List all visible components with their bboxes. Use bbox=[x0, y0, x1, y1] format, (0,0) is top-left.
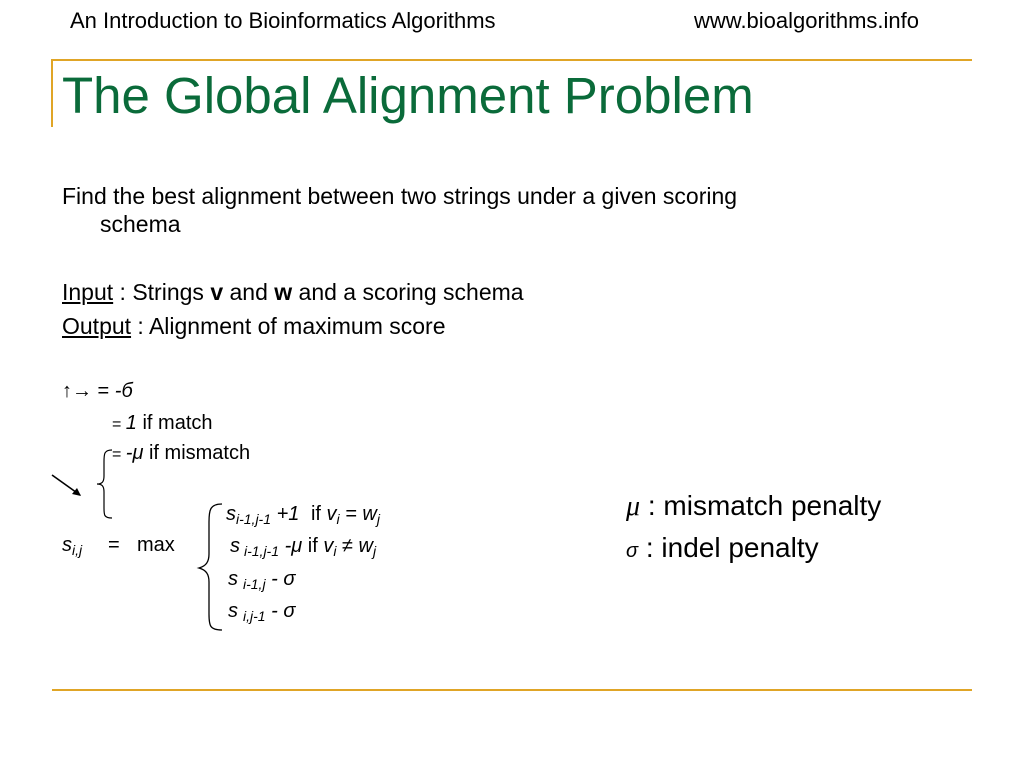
row-subscript: i-1,j-1 bbox=[244, 543, 280, 559]
recurrence-row-deletion bbox=[228, 568, 295, 592]
row-s: s bbox=[228, 568, 238, 590]
diagonal-arrow-icon bbox=[50, 472, 86, 500]
score-symbol: s bbox=[62, 534, 72, 556]
indel-score-line bbox=[62, 380, 133, 403]
slide-title: The Global Alignment Problem bbox=[62, 67, 754, 124]
top-rule bbox=[52, 59, 972, 61]
legend-sigma bbox=[626, 532, 819, 564]
row-w-index: j bbox=[373, 543, 377, 559]
row-v-index: i bbox=[336, 511, 340, 527]
equals-sign: = bbox=[112, 446, 126, 463]
mismatch-text: if mismatch bbox=[143, 442, 251, 464]
mu-symbol: μ bbox=[626, 491, 641, 522]
row-relation: ≠ bbox=[336, 535, 359, 557]
row-operation: - σ bbox=[265, 568, 296, 590]
string-w: w bbox=[274, 279, 293, 305]
input-and: and bbox=[223, 279, 275, 305]
output-line bbox=[62, 313, 446, 340]
row-if: if bbox=[307, 535, 318, 557]
row-s: s bbox=[226, 503, 236, 525]
small-brace bbox=[94, 448, 116, 520]
row-subscript: i-1,j bbox=[243, 576, 266, 592]
row-operation: +1 bbox=[271, 503, 300, 525]
description-line-1: Find the best alignment between two strings under a given scoring bbox=[62, 183, 738, 209]
row-w: w bbox=[358, 535, 373, 557]
match-score: 1 bbox=[125, 412, 137, 434]
string-v: v bbox=[210, 279, 224, 305]
output-text: : Alignment of maximum score bbox=[131, 313, 446, 339]
mismatch-score-line bbox=[112, 442, 250, 465]
row-v-index: i bbox=[333, 543, 337, 559]
row-s: s bbox=[228, 600, 238, 622]
recurrence-row-insertion bbox=[228, 600, 295, 624]
row-subscript: i,j-1 bbox=[243, 608, 266, 624]
sigma-symbol: σ bbox=[626, 540, 639, 562]
row-if: if bbox=[310, 503, 321, 525]
row-w: w bbox=[362, 503, 377, 525]
match-text: if match bbox=[136, 412, 213, 434]
row-v: v bbox=[326, 503, 337, 525]
max-operator: max bbox=[137, 534, 175, 556]
sigma-description: : indel penalty bbox=[638, 532, 819, 563]
indel-score: -б bbox=[114, 380, 133, 402]
legend-mu bbox=[626, 490, 881, 523]
row-operation: - σ bbox=[265, 600, 296, 622]
arrows-icon: ↑→ bbox=[62, 380, 92, 402]
row-s: s bbox=[230, 535, 240, 557]
recurrence-equals: = bbox=[108, 534, 120, 556]
row-w-index: j bbox=[376, 511, 380, 527]
header-course-title: An Introduction to Bioinformatics Algorithms bbox=[70, 8, 496, 33]
equals-sign: = bbox=[92, 380, 115, 402]
recurrence-row-match bbox=[226, 503, 380, 527]
input-line bbox=[62, 279, 524, 306]
recurrence-row-mismatch bbox=[230, 535, 376, 559]
input-label: Input bbox=[62, 279, 114, 305]
description-line-2: schema bbox=[100, 211, 181, 237]
output-label: Output bbox=[62, 313, 132, 339]
left-rule bbox=[51, 59, 53, 127]
row-operation: -μ bbox=[279, 535, 303, 557]
mu-description: : mismatch penalty bbox=[640, 490, 882, 521]
large-brace bbox=[196, 502, 226, 632]
equals-sign: = bbox=[112, 416, 126, 433]
input-text: : Strings bbox=[113, 279, 211, 305]
match-score-line bbox=[112, 412, 213, 435]
bottom-rule bbox=[52, 689, 972, 691]
recurrence-lhs bbox=[62, 534, 82, 558]
score-subscript: i,j bbox=[72, 542, 83, 558]
row-relation: = bbox=[339, 503, 363, 525]
row-v: v bbox=[323, 535, 334, 557]
mismatch-score: -μ bbox=[125, 442, 144, 464]
input-text-end: and a scoring schema bbox=[292, 279, 524, 305]
header-website: www.bioalgorithms.info bbox=[694, 8, 919, 33]
row-subscript: i-1,j-1 bbox=[236, 511, 272, 527]
